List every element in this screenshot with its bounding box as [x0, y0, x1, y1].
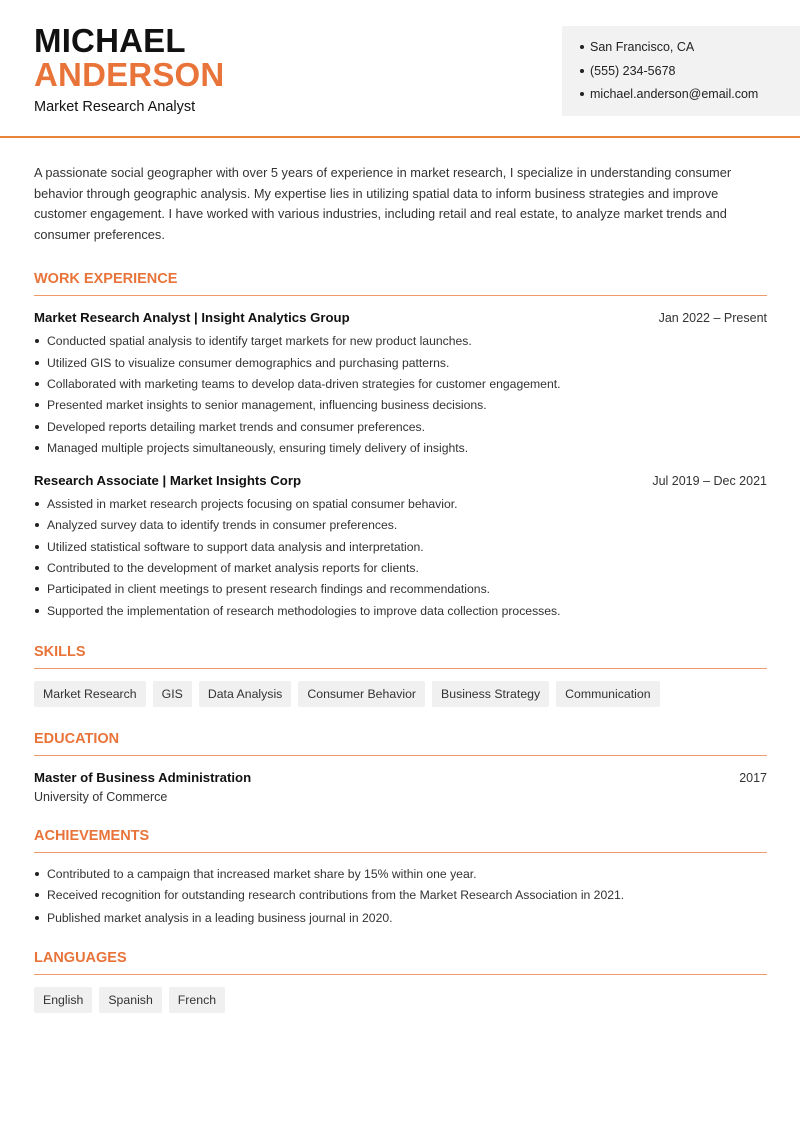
list-item: Published market analysis in a leading business journal in 2020. [34, 910, 767, 931]
last-name: ANDERSON [34, 56, 225, 93]
job-role: Market Research Analyst [34, 99, 196, 115]
contact-phone: (555) 234-5678 [580, 63, 800, 87]
section-title-education: EDUCATION [34, 731, 767, 756]
list-item: Collaborated with marketing teams to develop data-driven strategies for customer engagement. [34, 376, 767, 397]
list-item: Developed reports detailing market trends and consumer preferences. [34, 419, 767, 440]
list-item: Supported the implementation of research methodologies to improve data collection processes. [34, 603, 767, 624]
list-item: Utilized statistical software to support data analysis and interpretation. [34, 539, 767, 560]
list-item: Contributed to a campaign that increased market share by 15% within one year. [34, 866, 767, 887]
list-item: Contributed to the development of market analysis reports for clients. [34, 560, 767, 581]
list-item: Participated in client meetings to present research findings and recommendations. [34, 581, 767, 602]
contact-location: San Francisco, CA [580, 39, 800, 63]
achievements-list [34, 866, 767, 931]
list-item: Received recognition for outstanding research contributions from the Market Research Association in 2021. [34, 887, 767, 910]
summary: A passionate social geographer with over 5 years of experience in market research, I specialize in understanding consumer behavior through geographic analysis. My expertise lies in utilizing spatial data to inform business strategies and improve customer engagement. I have worked with various industries, including retail and real estate, to analyze market trends and consumer preferences. [34, 165, 732, 242]
list-item: Assisted in market research projects focusing on spatial consumer behavior. [34, 496, 767, 517]
skill-tag: Data Analysis [199, 681, 292, 707]
contact-email[interactable]: michael.anderson@email.com [580, 86, 800, 110]
skill-tag: GIS [153, 681, 192, 707]
education-entry [34, 770, 767, 804]
job-entry [34, 310, 767, 461]
graduation-year: 2017 [739, 770, 767, 785]
languages-list [34, 987, 767, 1013]
job-title: Research Associate | Market Insights Corp [34, 473, 302, 489]
job-date: Jul 2019 – Dec 2021 [652, 474, 767, 489]
list-item: Analyzed survey data to identify trends in consumer preferences. [34, 517, 767, 538]
skill-tag: Market Research [34, 681, 146, 707]
skills-list [34, 681, 767, 707]
skill-tag: Business Strategy [432, 681, 549, 707]
list-item: Managed multiple projects simultaneously, ensuring timely delivery of insights. [34, 440, 767, 461]
job-date: Jan 2022 – Present [658, 311, 767, 326]
first-name: MICHAEL [34, 22, 186, 59]
job-title: Market Research Analyst | Insight Analytics Group [34, 310, 350, 326]
contact-box [562, 26, 800, 116]
skill-tag: Communication [556, 681, 659, 707]
section-title-achievements: ACHIEVEMENTS [34, 828, 767, 853]
skill-tag: Consumer Behavior [298, 681, 425, 707]
job-bullets [34, 496, 767, 624]
degree: Master of Business Administration [34, 769, 252, 785]
list-item: Presented market insights to senior management, influencing business decisions. [34, 397, 767, 418]
job-entry [34, 473, 767, 624]
language-tag: Spanish [99, 987, 161, 1013]
section-title-languages: LANGUAGES [34, 950, 767, 975]
candidate-name [34, 24, 224, 92]
list-item: Utilized GIS to visualize consumer demographics and purchasing patterns. [34, 355, 767, 376]
school: University of Commerce [34, 789, 168, 804]
language-tag: English [34, 987, 92, 1013]
section-title-work: WORK EXPERIENCE [34, 271, 767, 296]
resume-content [34, 163, 767, 1013]
list-item: Conducted spatial analysis to identify target markets for new product launches. [34, 333, 767, 354]
section-title-skills: SKILLS [34, 644, 767, 669]
resume-header [0, 0, 800, 138]
job-bullets [34, 333, 767, 461]
language-tag: French [169, 987, 225, 1013]
